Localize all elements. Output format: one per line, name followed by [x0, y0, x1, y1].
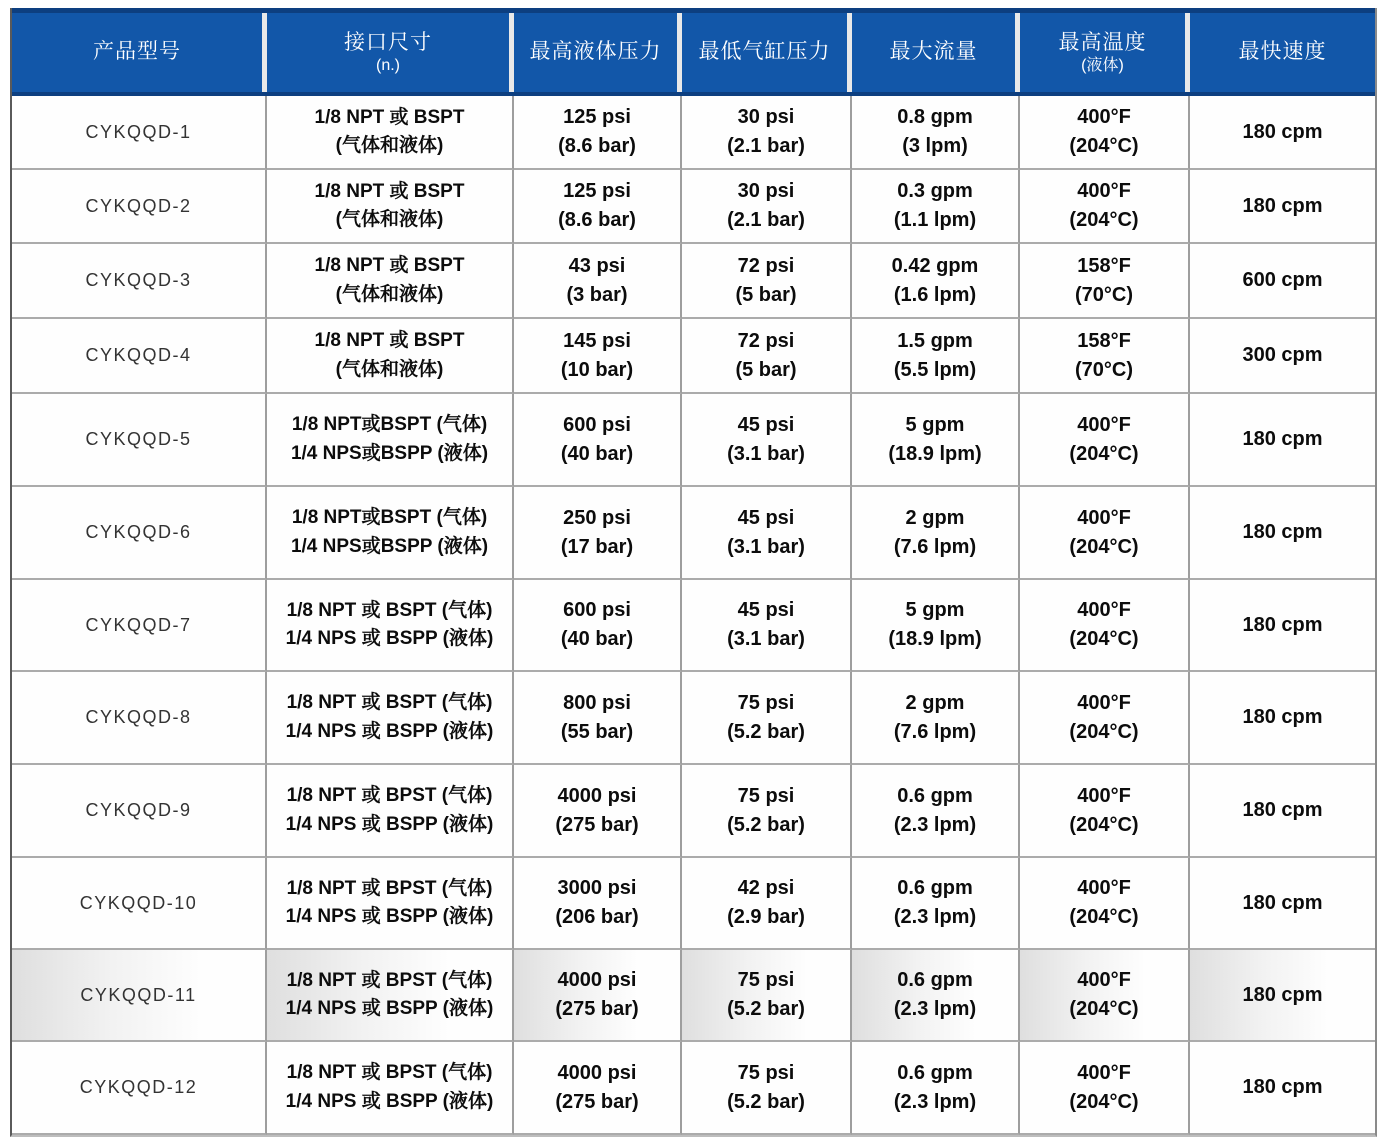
spec-cell-liquid — [514, 170, 682, 244]
cell-text: (204°C) — [1069, 813, 1139, 836]
spec-cell-liquid — [514, 858, 682, 950]
spec-cell-cyl — [682, 319, 852, 394]
column-header-cyl — [682, 13, 852, 92]
cell-text: 1/8 NPT 或 BSPT — [314, 255, 465, 276]
model-cell — [12, 765, 267, 858]
cell-text: 1/8 NPT 或 BSPT — [314, 180, 465, 202]
cell-text: 1/8 NPT 或 BSPT (气体) — [286, 692, 493, 713]
cell-text: 800 psi — [563, 691, 631, 714]
cell-text: 300 cpm — [1242, 344, 1323, 366]
spec-cell-speed — [1190, 96, 1375, 170]
cell-text: 45 psi — [737, 599, 795, 621]
cell-text: (70°C) — [1074, 283, 1133, 306]
cell-text: 125 psi — [563, 106, 631, 128]
spec-cell-cyl — [682, 1042, 852, 1135]
cell-text: (5.5 lpm) — [893, 358, 977, 381]
cell-text: 1/8 NPT 或 BSPT — [314, 106, 465, 128]
column-header-model — [12, 13, 267, 92]
spec-cell-speed — [1190, 858, 1375, 950]
cell-text: 250 psi — [563, 506, 631, 529]
spec-cell-liquid — [514, 394, 682, 487]
column-header-label: (液体) — [1081, 57, 1124, 75]
cell-text: (275 bar) — [555, 813, 639, 836]
spec-cell-port — [267, 765, 514, 858]
cell-text: (5.2 bar) — [727, 998, 805, 1020]
spec-cell-speed — [1190, 319, 1375, 394]
spec-cell-flow — [852, 765, 1020, 858]
cell-text: (40 bar) — [560, 628, 634, 650]
cell-text: CYKQQD-5 — [85, 429, 192, 450]
spec-cell-flow — [852, 244, 1020, 319]
spec-cell-flow — [852, 580, 1020, 672]
cell-text: 72 psi — [737, 329, 795, 352]
cell-text: (18.9 lpm) — [888, 442, 982, 465]
cell-text: 1/4 NPS 或 BSPP (液体) — [285, 813, 494, 835]
model-cell — [12, 672, 267, 765]
cell-text: 5 gpm — [905, 413, 965, 436]
cell-text: 3000 psi — [557, 877, 637, 899]
cell-text: CYKQQD-10 — [79, 892, 198, 913]
column-header-label: (n.) — [376, 57, 400, 75]
spec-cell-liquid — [514, 1042, 682, 1135]
cell-text: 1/4 NPS 或 BSPP (液体) — [285, 998, 494, 1019]
cell-text: 180 cpm — [1242, 799, 1323, 821]
model-cell — [12, 1042, 267, 1135]
cell-text: 400°F — [1077, 1061, 1131, 1084]
cell-text: (1.6 lpm) — [893, 283, 977, 306]
cell-text: 30 psi — [737, 180, 795, 202]
cell-text: (2.9 bar) — [727, 906, 805, 928]
spec-cell-port — [267, 244, 514, 319]
spec-cell-temp — [1020, 765, 1190, 858]
cell-text: (2.1 bar) — [727, 135, 805, 157]
cell-text: 1/4 NPS或BSPP (液体) — [290, 535, 489, 557]
spec-cell-port — [267, 96, 514, 170]
spec-cell-temp — [1020, 394, 1190, 487]
cell-text: 600 cpm — [1242, 269, 1323, 291]
spec-cell-liquid — [514, 319, 682, 394]
cell-text: 0.6 gpm — [897, 877, 973, 899]
cell-text: 0.6 gpm — [897, 784, 973, 807]
spec-cell-port — [267, 394, 514, 487]
cell-text: (204°C) — [1069, 209, 1139, 231]
spec-cell-flow — [852, 950, 1020, 1042]
column-header-port — [267, 13, 514, 92]
column-header-speed — [1190, 13, 1375, 92]
spec-cell-temp — [1020, 950, 1190, 1042]
model-cell — [12, 394, 267, 487]
spec-cell-cyl — [682, 487, 852, 580]
cell-text: 42 psi — [737, 877, 795, 899]
cell-text: (204°C) — [1069, 442, 1139, 465]
cell-text: 0.8 gpm — [897, 106, 973, 128]
table-header-row — [12, 8, 1375, 96]
spec-cell-liquid — [514, 950, 682, 1042]
cell-text: (7.6 lpm) — [893, 720, 977, 743]
cell-text: 158°F — [1077, 329, 1131, 352]
spec-cell-temp — [1020, 319, 1190, 394]
cell-text: CYKQQD-7 — [85, 614, 192, 635]
spec-cell-speed — [1190, 1042, 1375, 1135]
cell-text: 180 cpm — [1242, 194, 1323, 217]
cell-text: CYKQQD-12 — [79, 1077, 198, 1098]
spec-cell-port — [267, 319, 514, 394]
spec-cell-flow — [852, 319, 1020, 394]
cell-text: 75 psi — [737, 969, 795, 991]
cell-text: 1/4 NPS 或 BSPP (液体) — [285, 628, 494, 649]
cell-text: (2.1 bar) — [727, 209, 805, 231]
cell-text: 43 psi — [568, 254, 626, 277]
cell-text: 1/4 NPS或BSPP (液体) — [290, 442, 489, 464]
cell-text: 1/8 NPT 或 BPST (气体) — [286, 969, 493, 991]
cell-text: 125 psi — [563, 180, 631, 202]
column-header-label: 最快速度 — [1238, 40, 1327, 64]
cell-text: (2.3 lpm) — [893, 1090, 977, 1113]
model-cell — [12, 319, 267, 394]
spec-cell-speed — [1190, 580, 1375, 672]
cell-text: 400°F — [1077, 599, 1131, 621]
cell-text: 600 psi — [563, 599, 631, 621]
model-cell — [12, 487, 267, 580]
cell-text: 4000 psi — [557, 1061, 637, 1084]
cell-text: CYKQQD-4 — [85, 345, 192, 366]
spec-cell-cyl — [682, 858, 852, 950]
cell-text: (204°C) — [1069, 1090, 1139, 1113]
cell-text: 1.5 gpm — [897, 329, 973, 352]
cell-text: 30 psi — [737, 106, 795, 128]
cell-text: (8.6 bar) — [558, 209, 636, 231]
cell-text: (5.2 bar) — [727, 813, 805, 836]
spec-cell-port — [267, 950, 514, 1042]
cell-text: 75 psi — [737, 784, 795, 807]
cell-text: (40 bar) — [560, 442, 634, 465]
cell-text: (204°C) — [1069, 998, 1139, 1020]
cell-text: (18.9 lpm) — [888, 628, 982, 650]
cell-text: 180 cpm — [1242, 613, 1323, 636]
cell-text: (气体和液体) — [335, 135, 444, 156]
column-header-label: 最高液体压力 — [529, 40, 662, 64]
cell-text: (2.3 lpm) — [893, 813, 977, 836]
cell-text: (5 bar) — [735, 358, 797, 381]
spec-cell-port — [267, 487, 514, 580]
model-cell — [12, 580, 267, 672]
spec-cell-temp — [1020, 170, 1190, 244]
model-cell — [12, 96, 267, 170]
cell-text: 400°F — [1077, 969, 1131, 991]
cell-text: (55 bar) — [560, 720, 634, 743]
cell-text: (5 bar) — [735, 283, 797, 306]
spec-cell-cyl — [682, 394, 852, 487]
spec-cell-temp — [1020, 672, 1190, 765]
cell-text: 1/8 NPT 或 BPST (气体) — [286, 877, 493, 899]
cell-text: 0.3 gpm — [897, 180, 973, 202]
spec-cell-speed — [1190, 765, 1375, 858]
cell-text: 1/4 NPS 或 BSPP (液体) — [285, 720, 494, 742]
spec-cell-cyl — [682, 765, 852, 858]
cell-text: 180 cpm — [1242, 983, 1323, 1006]
spec-cell-liquid — [514, 487, 682, 580]
cell-text: (2.3 lpm) — [893, 906, 977, 928]
cell-text: 158°F — [1077, 254, 1131, 277]
spec-cell-flow — [852, 487, 1020, 580]
cell-text: (204°C) — [1069, 720, 1139, 743]
cell-text: 180 cpm — [1242, 521, 1323, 543]
spec-cell-port — [267, 170, 514, 244]
model-cell — [12, 950, 267, 1042]
cell-text: 180 cpm — [1242, 428, 1323, 450]
cell-text: 0.6 gpm — [897, 969, 973, 991]
column-header-label: 最高温度 — [1058, 30, 1147, 54]
cell-text: (2.3 lpm) — [893, 998, 977, 1020]
cell-text: 1/4 NPS 或 BSPP (液体) — [285, 1090, 494, 1112]
spec-cell-liquid — [514, 96, 682, 170]
cell-text: 0.42 gpm — [891, 254, 979, 277]
column-header-label: 产品型号 — [93, 40, 181, 64]
cell-text: CYKQQD-9 — [85, 800, 192, 821]
spec-cell-temp — [1020, 858, 1190, 950]
spec-cell-cyl — [682, 170, 852, 244]
cell-text: 1/8 NPT 或 BPST (气体) — [286, 1062, 493, 1083]
cell-text: CYKQQD-11 — [80, 984, 197, 1005]
cell-text: 180 cpm — [1242, 706, 1323, 728]
cell-text: 1/8 NPT或BSPT (气体) — [291, 414, 488, 435]
cell-text: 0.6 gpm — [897, 1061, 973, 1084]
column-header-label: 最大流量 — [889, 40, 978, 64]
cell-text: (206 bar) — [555, 906, 639, 928]
cell-text: 1/4 NPS 或 BSPP (液体) — [285, 906, 494, 927]
cell-text: 2 gpm — [905, 506, 965, 529]
spec-cell-liquid — [514, 765, 682, 858]
cell-text: 400°F — [1077, 180, 1131, 202]
column-header-liquid — [514, 13, 682, 92]
cell-text: (3.1 bar) — [727, 442, 805, 465]
cell-text: 1/8 NPT 或 BSPT (气体) — [286, 599, 493, 621]
spec-cell-speed — [1190, 950, 1375, 1042]
column-header-flow — [852, 13, 1020, 92]
cell-text: 1/8 NPT或BSPT (气体) — [291, 507, 488, 528]
spec-cell-cyl — [682, 672, 852, 765]
cell-text: 400°F — [1077, 506, 1131, 529]
cell-text: 72 psi — [737, 254, 795, 277]
product-spec-table — [10, 8, 1377, 1137]
cell-text: (7.6 lpm) — [893, 535, 977, 558]
spec-cell-cyl — [682, 244, 852, 319]
column-header-label: 最低气缸压力 — [698, 40, 831, 64]
cell-text: CYKQQD-1 — [85, 121, 192, 142]
cell-text: (3 bar) — [566, 283, 628, 306]
spec-cell-flow — [852, 858, 1020, 950]
cell-text: (气体和液体) — [335, 209, 444, 230]
cell-text: 180 cpm — [1242, 1076, 1323, 1098]
spec-cell-flow — [852, 96, 1020, 170]
model-cell — [12, 858, 267, 950]
cell-text: CYKQQD-3 — [85, 270, 192, 291]
cell-text: 180 cpm — [1242, 120, 1323, 143]
cell-text: CYKQQD-8 — [85, 707, 192, 728]
spec-cell-flow — [852, 672, 1020, 765]
spec-cell-speed — [1190, 170, 1375, 244]
table-body — [12, 96, 1375, 1135]
model-cell — [12, 170, 267, 244]
cell-text: 400°F — [1077, 106, 1131, 128]
spec-cell-flow — [852, 1042, 1020, 1135]
spec-cell-cyl — [682, 580, 852, 672]
cell-text: (275 bar) — [555, 998, 639, 1020]
spec-cell-speed — [1190, 244, 1375, 319]
cell-text: (气体和液体) — [335, 358, 444, 380]
model-cell — [12, 244, 267, 319]
cell-text: (204°C) — [1069, 535, 1139, 558]
cell-text: 600 psi — [563, 413, 631, 436]
cell-text: CYKQQD-6 — [85, 522, 192, 543]
cell-text: (17 bar) — [560, 535, 634, 558]
spec-cell-temp — [1020, 244, 1190, 319]
cell-text: 4000 psi — [557, 784, 637, 807]
spec-cell-port — [267, 580, 514, 672]
cell-text: (10 bar) — [560, 358, 634, 381]
cell-text: (气体和液体) — [335, 283, 444, 305]
cell-text: 1/8 NPT 或 BSPT — [314, 330, 465, 351]
cell-text: (204°C) — [1069, 906, 1139, 928]
spec-cell-liquid — [514, 244, 682, 319]
cell-text: (1.1 lpm) — [893, 209, 977, 231]
cell-text: (8.6 bar) — [558, 135, 636, 157]
spec-cell-speed — [1190, 394, 1375, 487]
cell-text: (3 lpm) — [902, 135, 968, 157]
cell-text: 45 psi — [737, 413, 795, 436]
cell-text: 5 gpm — [905, 599, 965, 621]
column-header-temp — [1020, 13, 1190, 92]
cell-text: 1/8 NPT 或 BPST (气体) — [286, 785, 493, 806]
cell-text: (3.1 bar) — [727, 628, 805, 650]
spec-cell-port — [267, 858, 514, 950]
spec-cell-temp — [1020, 487, 1190, 580]
spec-cell-port — [267, 1042, 514, 1135]
cell-text: 145 psi — [563, 329, 631, 352]
cell-text: (5.2 bar) — [727, 720, 805, 743]
spec-cell-speed — [1190, 672, 1375, 765]
cell-text: 400°F — [1077, 691, 1131, 714]
spec-cell-port — [267, 672, 514, 765]
spec-cell-temp — [1020, 580, 1190, 672]
cell-text: 45 psi — [737, 506, 795, 529]
spec-cell-liquid — [514, 580, 682, 672]
cell-text: CYKQQD-2 — [85, 195, 192, 216]
cell-text: 2 gpm — [905, 691, 965, 714]
spec-cell-liquid — [514, 672, 682, 765]
cell-text: 75 psi — [737, 1061, 795, 1084]
cell-text: 75 psi — [737, 691, 795, 714]
cell-text: (3.1 bar) — [727, 535, 805, 558]
cell-text: (204°C) — [1069, 135, 1139, 157]
spec-cell-flow — [852, 394, 1020, 487]
cell-text: (204°C) — [1069, 628, 1139, 650]
column-header-label: 接口尺寸 — [344, 30, 432, 54]
spec-cell-temp — [1020, 96, 1190, 170]
spec-cell-cyl — [682, 950, 852, 1042]
cell-text: (70°C) — [1074, 358, 1133, 381]
cell-text: 400°F — [1077, 784, 1131, 807]
cell-text: 180 cpm — [1242, 891, 1323, 914]
spec-cell-cyl — [682, 96, 852, 170]
cell-text: (275 bar) — [555, 1090, 639, 1113]
spec-cell-temp — [1020, 1042, 1190, 1135]
cell-text: 4000 psi — [557, 969, 637, 991]
spec-cell-flow — [852, 170, 1020, 244]
cell-text: 400°F — [1077, 413, 1131, 436]
cell-text: (5.2 bar) — [727, 1090, 805, 1113]
spec-cell-speed — [1190, 487, 1375, 580]
cell-text: 400°F — [1077, 877, 1131, 899]
